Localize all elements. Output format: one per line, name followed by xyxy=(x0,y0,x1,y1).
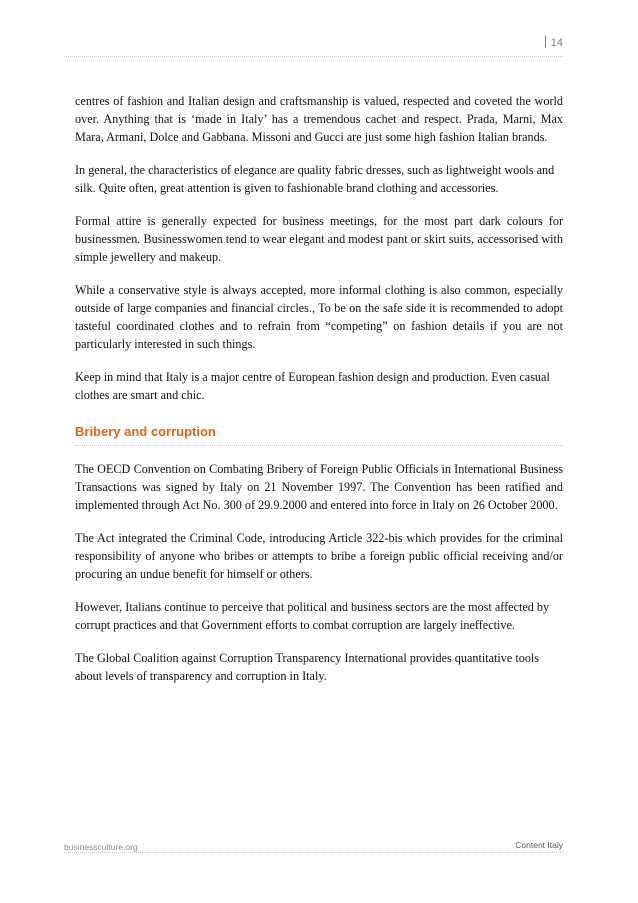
page-header xyxy=(64,36,563,57)
footer-site: businessculture.org xyxy=(64,842,138,852)
paragraph-perception: However, Italians continue to perceive that political and business sectors are the most affected by corrupt practices and that Government efforts to combat corruption are largely ineffective. xyxy=(75,600,550,632)
paragraph-transparency-international: The Global Coalition against Corruption Transparency International provides quantitative tools about levels of transparency and corruption in Italy. xyxy=(75,651,540,683)
page-number xyxy=(545,36,563,50)
paragraph-fashion-centre: Keep in mind that Italy is a major centre of European fashion design and production. Even casual clothes are smart and chic. xyxy=(75,370,550,402)
paragraph-elegance: In general, the characteristics of elegance are quality fabric dresses, such as lightweight wools and silk. Quite often, great attention is given to fashionable brand clothing and accessories. xyxy=(75,163,555,195)
paragraph-criminal-code: The Act integrated the Criminal Code, introducing Article 322-bis which provides for the criminal responsibility of anyone who bribes or attempts to bribe a foreign public official receiving and/or procuring an undue benefit for himself or others. xyxy=(75,531,563,581)
paragraph-oecd-convention: The OECD Convention on Combating Bribery of Foreign Public Officials in International Business Transactions was signed by Italy on 21 November 1997. The Convention has been ratified and implemented through Act No. 300 of 29.9.2000 and entered into force in Italy on 26 October 2000. xyxy=(75,462,563,512)
document-body xyxy=(75,92,563,700)
page-number-text: 14 xyxy=(550,37,563,49)
paragraph-formal-attire: Formal attire is generally expected for business meetings, for the most part dark colours for businessmen. Businesswomen tend to wear elegant and modest pant or skirt suits, accessorised with simple jewellery and makeup. xyxy=(75,214,563,264)
footer-title: Content Italy xyxy=(515,840,563,850)
page-footer xyxy=(64,838,563,853)
page-number-divider xyxy=(545,36,546,48)
section-heading-bribery: Bribery and corruption xyxy=(75,424,563,446)
paragraph-conservative-style: While a conservative style is always accepted, more informal clothing is also common, especially outside of large companies and financial circles., To be on the safe side it is recommended to adopt tasteful coordinated clothes and to refrain from “competing” on fashion details if you are not particularly interested in such things. xyxy=(75,283,563,351)
paragraph-fashion-brands: centres of fashion and Italian design and craftsmanship is valued, respected and coveted the world over. Anything that is ‘made in Italy’ has a tremendous cachet and respect. Prada, Marni, Max Mara, Armani, Dolce and Gabbana. Missoni and Gucci are just some high fashion Italian brands. xyxy=(75,94,563,144)
